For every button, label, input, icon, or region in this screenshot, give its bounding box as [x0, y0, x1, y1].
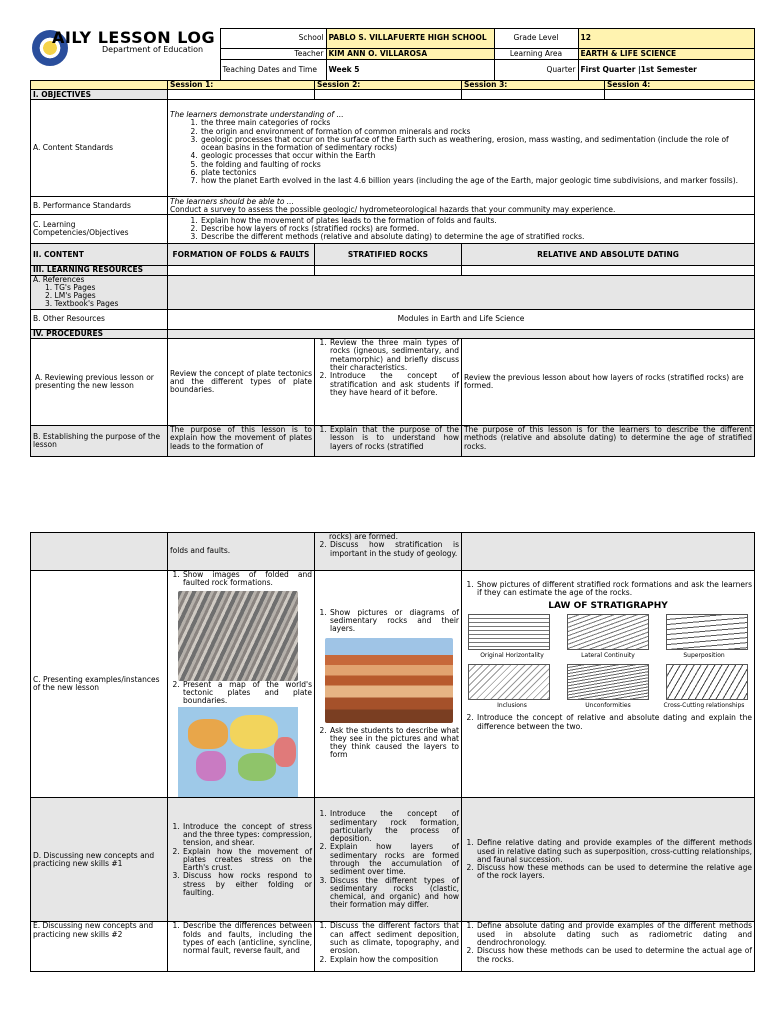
- grade-label: Grade Level: [494, 29, 578, 49]
- lesson-log-title: AILY LESSON LOG: [52, 28, 216, 47]
- lesson-log-table: [30, 80, 755, 457]
- procedure-c-s1-item: 1. Show images of folded and faulted rock formations.: [182, 571, 312, 588]
- content-standard-item: 5. the folding and faulting of rocks: [200, 161, 752, 169]
- tectonic-plates-map-image: [178, 707, 298, 797]
- session-2-header: Session 2:: [315, 81, 462, 90]
- content-standard-item: 6. plate tectonics: [200, 169, 752, 177]
- procedure-a-s2-item: 1. Review the three main types of rocks (igneous, sedimentary, and metamorphic) and briefly discuss their characteristics.: [329, 339, 459, 372]
- content-standards-intro: The learners demonstrate understanding of ...: [170, 109, 344, 119]
- learning-competencies-cell: [168, 215, 755, 244]
- content-standard-item: 4. geologic processes that occur within the Earth: [200, 152, 752, 160]
- lm-pages-label: 2. LM's Pages: [45, 291, 96, 301]
- procedure-d-s1-item: 1. Introduce the concept of stress and the three types: compression, tension, and shear.: [182, 823, 312, 848]
- performance-standards-cell: [168, 197, 755, 215]
- teaching-dates-label: Teaching Dates and Time: [220, 60, 326, 81]
- department-label: Department of Education: [102, 45, 204, 54]
- procedure-b-session-1: The purpose of this lesson is to explain how the movement of plates leads to the formation of: [168, 426, 315, 457]
- content-standard-item: 3. geologic processes that occur on the surface of the Earth such as weathering, erosion, mass wasting, and sedimentation (include the role of ocean basins in the formation of sedimentary rocks): [200, 136, 752, 153]
- lateral-continuity-diagram: [567, 614, 649, 650]
- competency-item: 3. Describe the different methods (relative and absolute dating) to determine the age of stratified rocks.: [200, 233, 752, 241]
- content-standards-label: A. Content Standards: [31, 100, 168, 197]
- procedure-d-s3-item: 2. Discuss how these methods can be used to determine the relative age of the rock layers.: [476, 864, 752, 881]
- procedure-d-s2-item: 1. Introduce the concept of sedimentary rock formation, particularly the process of deposition.: [329, 810, 459, 843]
- procedure-c-s2-item: 2. Ask the students to describe what they see in the pictures and what they think caused the layers to form: [329, 727, 459, 760]
- content-session-3: RELATIVE AND ABSOLUTE DATING: [462, 244, 755, 266]
- stratigraphy-label: Unconformities: [585, 702, 631, 710]
- competency-item: 2. Describe how layers of rocks (stratified rocks) are formed.: [200, 225, 752, 233]
- content-standard-item: 2. the origin and environment of formation of common minerals and rocks: [200, 128, 752, 136]
- content-standard-item: 1. the three main categories of rocks: [200, 119, 752, 127]
- procedure-d-session-1: [168, 798, 315, 922]
- procedure-c-session-2: [315, 571, 462, 798]
- procedure-b-session-2-cont: [315, 533, 462, 571]
- procedure-b-s2-item-cont: rocks) are formed.: [329, 532, 398, 541]
- tg-pages-label: 1. TG's Pages: [45, 282, 96, 292]
- procedure-a-label-text: A. Reviewing previous lesson or presenting the new lesson: [35, 372, 154, 391]
- procedure-e-session-3: [462, 922, 755, 972]
- teacher-value: KIM ANN O. VILLAROSA: [326, 49, 494, 60]
- performance-standards-intro: The learners should be able to ...: [170, 196, 294, 206]
- procedure-a-session-1: Review the concept of plate tectonics and the different types of plate boundaries.: [168, 339, 315, 426]
- procedure-e-session-1: [168, 922, 315, 972]
- teaching-dates-value: Week 5: [326, 60, 494, 81]
- session-1-header: Session 1:: [168, 81, 315, 90]
- procedure-b-s2-item: 2. Discuss how stratification is important in the study of geology.: [329, 541, 459, 558]
- procedure-d-session-3: [462, 798, 755, 922]
- procedure-d-s2-item: 3. Discuss the different types of sedimentary rocks (clastic, chemical, and organic) and how their formation may differ.: [329, 877, 459, 910]
- session-4-header: Session 4:: [605, 81, 755, 90]
- unconformities-diagram: [567, 664, 649, 700]
- learning-area-label: Learning Area: [494, 49, 578, 60]
- procedure-d-s3-item: 1. Define relative dating and provide examples of the different methods used in relative dating such as superposition, cross-cutting relationships, and faunal succession.: [476, 839, 752, 864]
- procedure-e-s1-item: 1. Describe the differences between folds and faults, including the types of each (anticline, syncline, normal fault, reverse fault, and: [182, 922, 312, 955]
- quarter-label: Quarter: [494, 60, 578, 81]
- lesson-log-page-1: [0, 0, 768, 480]
- header-info-table: [30, 28, 755, 81]
- procedure-c-label: C. Presenting examples/instances of the new lesson: [31, 571, 168, 798]
- procedure-c-s1-item: 2. Present a map of the world's tectonic plates and plate boundaries.: [182, 681, 312, 706]
- procedure-a-label: [31, 339, 168, 426]
- references-cell: [31, 275, 168, 309]
- stratigraphy-label: Superposition: [683, 651, 725, 659]
- procedure-c-session-1: [168, 571, 315, 798]
- learning-area-value: EARTH & LIFE SCIENCE: [578, 49, 754, 60]
- original-horizontality-diagram: [468, 614, 550, 650]
- procedure-e-s3-item: 1. Define absolute dating and provide examples of the different methods used in absolute dating such as radiometric dating and dendrochronology.: [476, 922, 752, 947]
- session-3-header: Session 3:: [462, 81, 605, 90]
- procedure-b-label: B. Establishing the purpose of the lesson: [31, 426, 168, 457]
- procedure-c-s3-item: 2. Introduce the concept of relative and absolute dating and explain the difference between the two.: [476, 714, 752, 731]
- procedure-c-session-3: [462, 571, 755, 798]
- competency-item: 1. Explain how the movement of plates leads to the formation of folds and faults.: [200, 217, 752, 225]
- stratigraphy-label: Lateral Continuity: [581, 651, 635, 659]
- superposition-diagram: [666, 614, 748, 650]
- procedure-d-label: D. Discussing new concepts and practicing new skills #1: [31, 798, 168, 922]
- references-label: A. References: [33, 275, 85, 284]
- content-session-2: STRATIFIED ROCKS: [315, 244, 462, 266]
- procedure-c-s3-item: 1. Show pictures of different stratified rock formations and ask the learners if they can estimate the age of the rocks.: [476, 581, 752, 598]
- learning-competencies-label: C. Learning Competencies/Objectives: [31, 215, 168, 244]
- quarter-value: First Quarter |1st Semester: [578, 60, 754, 81]
- performance-standards-text: Conduct a survey to assess the possible geologic/ hydrometeorological hazards that your community may experience.: [170, 204, 616, 214]
- performance-standards-label: B. Performance Standards: [31, 197, 168, 215]
- objectives-heading: I. OBJECTIVES: [31, 90, 168, 100]
- law-of-stratigraphy-diagram: [468, 602, 748, 711]
- procedure-b-session-2: [315, 426, 462, 457]
- stratigraphy-label: Original Horizontality: [480, 651, 544, 659]
- procedure-e-s3-item: 2. Discuss how these methods can be used to determine the actual age of the rocks.: [476, 947, 752, 964]
- inclusions-diagram: [468, 664, 550, 700]
- procedure-c-s2-item: 1. Show pictures or diagrams of sedimentary rocks and their layers.: [329, 609, 459, 634]
- content-standard-item: 7. how the planet Earth evolved in the last 4.6 billion years (including the age of the Earth, major geologic time subdivisions, and marker fossils).: [200, 177, 752, 185]
- procedure-d-s2-item: 2. Explain how layers of sedimentary rocks are formed through the accumulation of sediment over time.: [329, 843, 459, 876]
- procedure-a-s2-item: 2. Introduce the concept of stratification and ask students if they have heard of it before.: [329, 372, 459, 397]
- folded-rock-image: [178, 591, 298, 681]
- procedure-e-session-2: [315, 922, 462, 972]
- procedure-a-session-2: [315, 339, 462, 426]
- textbook-pages-label: 3. Textbook's Pages: [45, 299, 119, 309]
- lesson-log-page-2: [0, 532, 768, 972]
- school-value: PABLO S. VILLAFUERTE HIGH SCHOOL: [326, 29, 494, 49]
- procedure-d-s1-item: 3. Discuss how rocks respond to stress by either folding or faulting.: [182, 872, 312, 897]
- learning-resources-heading: III. LEARNING RESOURCES: [31, 266, 168, 275]
- other-resources-label: B. Other Resources: [31, 309, 168, 329]
- procedures-heading: IV. PROCEDURES: [31, 329, 168, 338]
- procedure-b-s2-item: 1. Explain that the purpose of the lesson is to understand how layers of rocks (stratified: [329, 426, 459, 451]
- procedure-e-s2-item: 1. Discuss the different factors that can affect sediment deposition, such as climate, topography, and erosion.: [329, 922, 459, 955]
- content-session-1: FORMATION OF FOLDS & FAULTS: [168, 244, 315, 266]
- procedure-d-s1-item: 2. Explain how the movement of plates creates stress on the Earth's crust.: [182, 848, 312, 873]
- content-heading: II. CONTENT: [31, 244, 168, 266]
- teacher-label: Teacher: [220, 49, 326, 60]
- procedure-e-label: E. Discussing new concepts and practicing new skills #2: [31, 922, 168, 972]
- school-label: School: [220, 29, 326, 49]
- procedure-b-session-3: The purpose of this lesson is for the learners to describe the different methods (relative and absolute dating) to determine the age of stratified rocks.: [462, 426, 755, 457]
- procedure-d-session-2: [315, 798, 462, 922]
- stratigraphy-label: Inclusions: [497, 702, 527, 710]
- content-standards-cell: [168, 100, 755, 197]
- procedure-a-session-3: Review the previous lesson about how layers of rocks (stratified rocks) are formed.: [462, 339, 755, 426]
- procedure-e-s2-item: 2. Explain how the composition: [329, 956, 459, 964]
- procedure-b-session-1-cont: folds and faults.: [168, 533, 315, 571]
- stratigraphy-label: Cross-Cutting relationships: [663, 702, 745, 710]
- grade-value: 12: [578, 29, 754, 49]
- sedimentary-layers-image: [325, 638, 453, 723]
- lesson-log-table-continued: [30, 532, 755, 972]
- stratigraphy-title: LAW OF STRATIGRAPHY: [548, 600, 668, 611]
- cross-cutting-diagram: [666, 664, 748, 700]
- other-resources-value: Modules in Earth and Life Science: [168, 309, 755, 329]
